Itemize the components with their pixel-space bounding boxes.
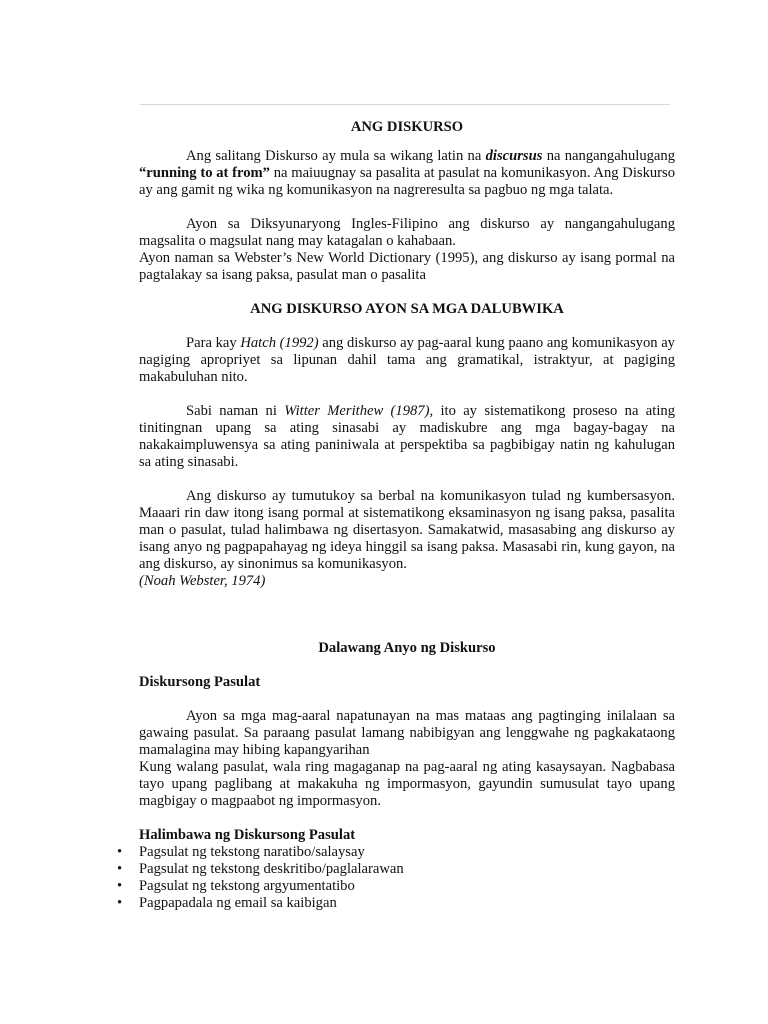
webster-citation	[139, 573, 675, 590]
subheading-pasulat: Diskursong Pasulat	[139, 674, 261, 690]
intro-paragraph-3: Ayon naman sa Webster’s New World Dictionary (1995), ang diskurso ay isang pormal na pagtalakay sa isang paksa, pasulat man o pasalita	[139, 250, 675, 283]
meaning-phrase: “running to at from”	[139, 165, 270, 181]
latin-term: discursus	[485, 148, 543, 164]
bullet-icon: •	[117, 878, 123, 894]
merithew-text-b: ito ay sistematikong proseso na ating tinitingnan upang sa ating sinasabi ay madiskubre ang mga bagay-bagay na nakakaimpluwensya sa ating paniniwala at perspektiba sa pagbibigay natin ng kahulugan sa ating sinasabi.	[139, 403, 675, 470]
list-item	[117, 844, 675, 861]
webster-paragraph: Ang diskurso ay tumutukoy sa berbal na komunikasyon tulad ng kumbersasyon. Maaari rin daw itong isang pormal at sistematikong eksaminasyon ng isang paksa, pasalita man o pasulat, tulad halimbawa ng disertasyon. Samakatwid, masasabing ang diskurso ay isang anyo ng pagpapahayag ng ideya hinggil sa isang paksa. Masasabi rin, kung gayon, na ang diskurso, ay sinonimus sa komunikasyon.	[139, 488, 675, 572]
intro-paragraph-1	[139, 148, 675, 199]
merithew-paragraph	[139, 403, 675, 471]
merithew-citation: Witter Merithew (1987),	[284, 403, 434, 419]
document-title: ANG DISKURSO	[350, 119, 464, 135]
hatch-paragraph	[139, 335, 675, 386]
merithew-text-a: Sabi naman ni	[186, 403, 285, 419]
list-item-text: Pagsulat ng tekstong naratibo/salaysay	[139, 844, 365, 860]
hatch-text-a: Para kay	[186, 335, 241, 351]
section-heading-dalubwika: ANG DISKURSO AYON SA MGA DALUBWIKA	[250, 301, 564, 317]
hatch-text-b: ang diskurso ay pag-aaral kung paano ang komunikasyon ay nagiging apropriyet sa lipunan dahil tama ang gramatikal, istraktyur, at pagiging makabuluhan nito.	[139, 335, 675, 385]
list-item	[117, 878, 675, 895]
header-divider	[140, 104, 670, 105]
list-item-text: Pagsulat ng tekstong argyumentatibo	[139, 878, 355, 894]
pasulat-paragraph-2: Kung walang pasulat, wala ring magaganap na pag-aaral ng ating kasaysayan. Nagbabasa tayo upang paglibang at makakuha ng impormasyon, gayundin sumusulat tayo upang magbigay o magpaabot ng impormasyon.	[139, 759, 675, 809]
pasulat-paragraph-1: Ayon sa mga mag-aaral napatunayan na mas mataas ang pagtinging inilalaan sa gawaing pasulat. Sa paraang pasulat lamang nabibigyan ang lenggwahe ng pagkakataong mamalagina may hibing kapangyarihan	[139, 708, 675, 758]
list-item-text: Pagsulat ng tekstong deskritibo/paglalarawan	[139, 861, 404, 877]
intro-paragraph-2: Ayon sa Diksyunaryong Ingles-Filipino ang diskurso ay nangangahulugang magsalita o magsulat nang may katagalan o kahabaan.	[139, 216, 675, 249]
document-page	[117, 119, 675, 912]
list-item	[117, 861, 675, 878]
list-item-text: Pagpapadala ng email sa kaibigan	[139, 895, 337, 911]
hatch-citation: Hatch (1992)	[240, 335, 319, 351]
intro-text-b: na nangangahulugang	[542, 148, 675, 164]
examples-heading: Halimbawa ng Diskursong Pasulat	[139, 827, 356, 843]
section-heading-anyo: Dalawang Anyo ng Diskurso	[318, 640, 496, 656]
bullet-icon: •	[117, 861, 123, 877]
bullet-icon: •	[117, 844, 123, 860]
intro-text-a: Ang salitang Diskurso ay mula sa wikang latin na	[186, 148, 486, 164]
webster-citation-text: (Noah Webster, 1974)	[139, 573, 266, 589]
list-item	[117, 895, 675, 912]
intro-text-c: na maiuugnay sa pasalita at pasulat na komunikasyon. Ang Diskurso ay ang gamit ng wika ng komunikasyon na nagreresulta sa pagbuo ng mga talata.	[139, 165, 675, 198]
bullet-icon: •	[117, 895, 123, 911]
examples-list	[117, 844, 675, 912]
